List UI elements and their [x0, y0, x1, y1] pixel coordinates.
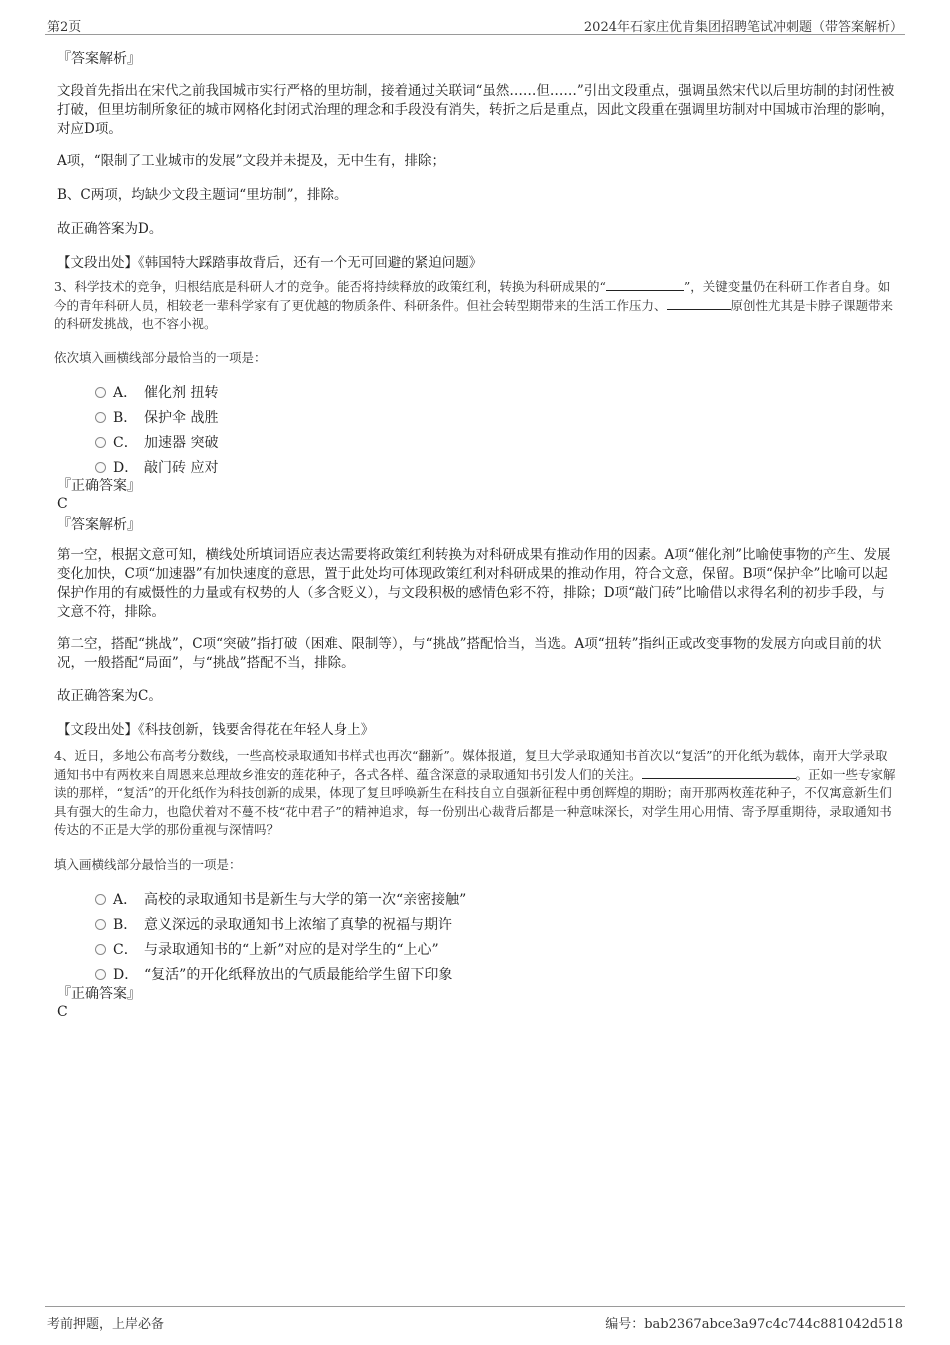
radio-icon[interactable]: [95, 387, 106, 398]
q3-analysis-para1: 第一空，根据文意可知，横线处所填词语应表达需要将政策红利转换为对科研成果有推动作用的因素。A项“催化剂”比喻使事物的产生、发展变化加快，C项“加速器”有加快速度的意思，置于此处均可体现政策红利对科研成果的推动作用，符合文意，保留。B项“保护伞”比喻可以起保护作用的有威慑性的力量或有权势的人（多含贬义），与文段积极的感情色彩不符，排除；D项“敲门砖”比喻借以求得名利的初步手段，与文意不符，排除。: [57, 547, 891, 620]
option-letter: C．: [113, 942, 138, 958]
q3-option-d[interactable]: [95, 455, 897, 480]
option-text: 高校的录取通知书是新生与大学的第一次“亲密接触”: [144, 892, 467, 908]
q4-answer-heading: 『正确答案』: [57, 986, 141, 1002]
q4-blank: [642, 766, 796, 779]
q3-analysis-heading: 『答案解析』: [57, 517, 141, 533]
radio-icon[interactable]: [95, 894, 106, 905]
q2-analysis-heading: 『答案解析』: [57, 51, 141, 67]
option-letter: D．: [113, 967, 139, 983]
q3-option-c[interactable]: [95, 430, 897, 455]
q4-stem-part2: 。正如一些专家解读的那样，“复活”的开化纸作为科技创新的成果，体现了复旦呼唤新生在科技自立自强新征程中勇创辉煌的期盼；南开那两枚莲花种子，不仅寓意新生们具有强大的生命力，也隐伏着对不蔓不枝“花中君子”的精神追求，每一份别出心裁背后都是一种意味深长，对学生用心用情、寄予厚重期待，录取通知书传达的不正是大学的那份重视与深情吗？: [54, 766, 896, 837]
option-letter: B．: [113, 410, 138, 426]
q2-analysis-para2: A项，“限制了工业城市的发展”文段并未提及，无中生有，排除；: [57, 153, 446, 169]
option-text: 保护伞 战胜: [144, 410, 219, 426]
q3-blank-2: [667, 297, 731, 310]
page-header: [45, 14, 905, 35]
q3-stem-part3: 原创性尤其是卡脖子课题带来的科研发挑战，也不容小视。: [54, 297, 894, 331]
option-text: 加速器 突破: [144, 435, 219, 451]
q2-source: 【文段出处】《韩国特大踩踏事故背后，还有一个无可回避的紧迫问题》: [57, 255, 483, 271]
option-letter: B．: [113, 917, 138, 933]
option-letter: A．: [113, 892, 138, 908]
page-footer: [45, 1306, 905, 1332]
option-text: 催化剂 扭转: [144, 385, 219, 401]
page-number: 第2页: [47, 20, 82, 35]
q3-stem-part2: ”，关键变量仍在科研工作者自身。如今的青年科研人员，相较老一辈科学家有了更优越的物质条件、科研条件。但社会转型期带来的生活工作压力、: [54, 279, 891, 313]
q3-option-a[interactable]: [95, 380, 897, 405]
q4-answer: C: [57, 1004, 68, 1020]
radio-icon[interactable]: [95, 462, 106, 473]
q4-stem: [54, 747, 897, 840]
q4-stem-part1: 4、近日，多地公布高考分数线，一些高校录取通知书样式也再次“翻新”。媒体报道，复旦大学录取通知书首次以“复活”的开化纸为载体，南开大学录取通知书中有两枚来自周恩来总理故乡淮安的莲花种子，各式各样、蕴含深意的录取通知书引发人们的关注。: [54, 748, 888, 782]
radio-icon[interactable]: [95, 412, 106, 423]
q2-analysis-para4: 故正确答案为D。: [57, 221, 163, 237]
q4-prompt: 填入画横线部分最恰当的一项是：: [54, 856, 242, 872]
option-text: 意义深远的录取通知书上浓缩了真挚的祝福与期许: [144, 917, 452, 933]
q2-analysis-para3: B、C两项，均缺少文段主题词“里坊制”，排除。: [57, 187, 348, 203]
document-id: 编号：bab2367abce3a97c4c744c881042d518: [605, 1317, 903, 1332]
q3-analysis-para3: 故正确答案为C。: [57, 688, 162, 704]
q3-source: 【文段出处】《科技创新，钱要舍得花在年轻人身上》: [57, 722, 375, 738]
q3-stem-part1: 3、科学技术的竞争，归根结底是科研人才的竞争。能否将持续释放的政策红利，转换为科研成果的“: [54, 279, 606, 294]
q3-option-b[interactable]: [95, 405, 897, 430]
q4-option-d[interactable]: [95, 962, 897, 987]
q3-answer-heading: 『正确答案』: [57, 478, 141, 494]
q3-stem: [54, 278, 897, 334]
q2-analysis-para1: 文段首先指出在宋代之前我国城市实行严格的里坊制，接着通过关联词“虽然……但……”引出文段重点，强调虽然宋代以后里坊制的封闭性被打破，但里坊制所象征的城市网格化封闭式治理的理念和手段没有消失，转折之后是重点，因此文段重在强调里坊制对中国城市治理的影响，对应D项。: [57, 83, 895, 137]
option-text: 与录取通知书的“上新”对应的是对学生的“上心”: [144, 942, 439, 958]
radio-icon[interactable]: [95, 944, 106, 955]
q3-answer: C: [57, 496, 68, 512]
option-letter: C．: [113, 435, 138, 451]
q4-options: [57, 887, 897, 987]
option-letter: A．: [113, 385, 138, 401]
radio-icon[interactable]: [95, 919, 106, 930]
radio-icon[interactable]: [95, 437, 106, 448]
option-text: 敲门砖 应对: [144, 460, 219, 476]
q3-options: [57, 380, 897, 480]
q4-option-c[interactable]: [95, 937, 897, 962]
q4-option-b[interactable]: [95, 912, 897, 937]
document-title: 2024年石家庄优肯集团招聘笔试冲刺题（带答案解析）: [583, 20, 903, 35]
option-text: “复活”的开化纸释放出的气质最能给学生留下印象: [144, 967, 453, 983]
q3-analysis-para2: 第二空，搭配“挑战”，C项“突破”指打破（困难、限制等），与“挑战”搭配恰当，当选。A项“扭转”指纠正或改变事物的发展方向或目前的状况，一般搭配“局面”，与“挑战”搭配不当，排除。: [57, 636, 882, 671]
radio-icon[interactable]: [95, 969, 106, 980]
q3-prompt: 依次填入画横线部分最恰当的一项是：: [54, 349, 267, 365]
footer-slogan: 考前押题，上岸必备: [47, 1317, 165, 1332]
option-letter: D．: [113, 460, 139, 476]
q4-option-a[interactable]: [95, 887, 897, 912]
q3-blank-1: [606, 278, 684, 291]
document-body: [54, 44, 897, 1020]
